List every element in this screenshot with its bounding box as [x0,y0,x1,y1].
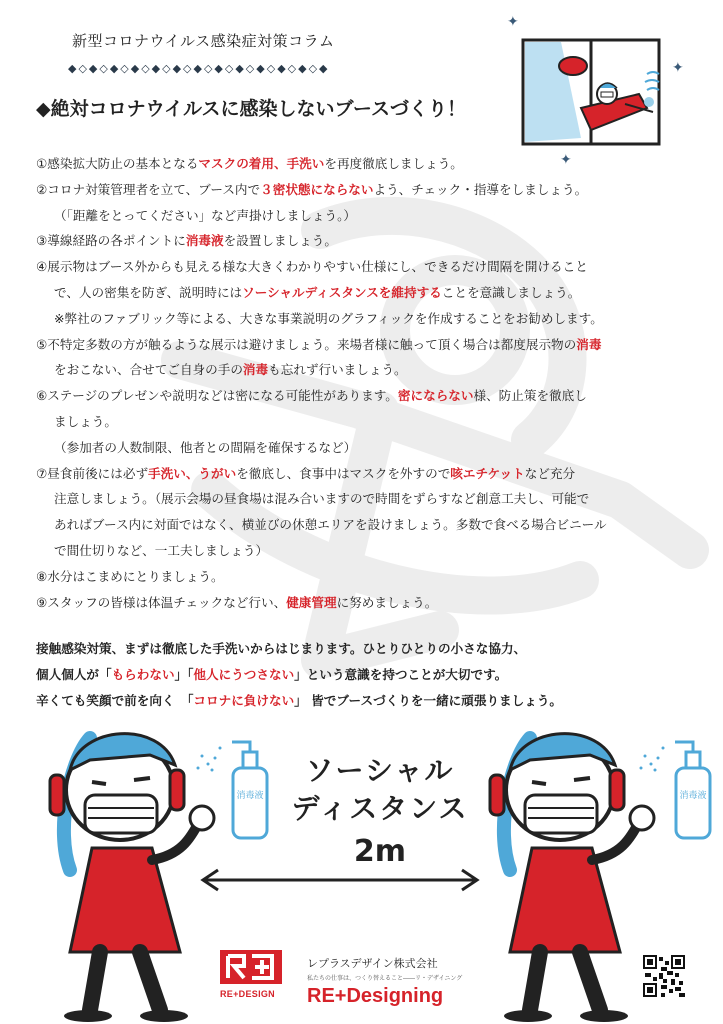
body-text: ①感染拡大防止の基本となる [36,156,199,171]
highlight-text: 消毒液 [185,233,224,249]
guideline-line [36,409,696,435]
social-distance-heading: ソーシャル ディスタンス [291,754,469,825]
highlight-text: 他人にうつさない [193,667,295,682]
body-text: ⑤不特定多数の方が触るような展示は避けましょう。来場者様に触って頂く場合は都度展示物の [36,336,577,352]
guideline-line [36,228,696,254]
highlight-text: 消毒 [576,336,602,352]
body-text: ③導線経路の各ポイントに [36,233,186,249]
body-text: 様、防止策を徹底し [473,388,587,404]
closing-line [36,662,562,688]
body-text: ②コロナ対策管理者を立て、ブース内で [36,181,261,197]
guideline-line [36,306,696,332]
body-text: をおこない、合せてご自身の手の [54,362,243,378]
diamond-divider: ◆◇◆◇◆◇◆◇◆◇◆◇◆◇◆◇◆◇◆◇◆◇◆◇◆ [68,62,330,75]
company-logo [220,950,290,999]
guideline-line [36,564,696,590]
highlight-text: もらわない [111,667,175,682]
body-text: 辛くても笑顔で前を向く 「 [36,693,194,708]
guideline-line [36,151,696,177]
body-text: ⑦昼食前後には必ず [36,465,149,481]
body-text: も忘れず行いましょう。 [268,362,407,378]
closing-line [36,688,562,714]
body-text: あればブース内に対面ではなく、横並びの休憩エリアを設けましょう。多数で食べる場合ビニール [54,517,607,533]
closing-message [36,636,562,714]
highlight-text: ソーシャルディスタンスを維持する [242,284,442,300]
guideline-line [36,203,696,229]
body-text: など充分 [524,465,576,481]
body-text: 接触感染対策、まずは徹底した手洗いからはじまります。ひとりひとりの小さな協力、 [36,641,527,656]
guideline-line [36,254,696,280]
guideline-line [36,357,696,383]
sparkle-icon: ✦ [560,152,572,168]
body-text: 個人個人が「 [36,667,112,682]
guideline-line [36,383,696,409]
guideline-line [36,590,696,616]
company-brand: RE+Designing [307,985,444,1007]
highlight-text: 咳エチケット [450,465,525,481]
body-text: ⑥ステージのプレゼンや説明などは密になる可能性があります。 [36,388,398,404]
body-text: を設置しましょう。 [223,233,337,249]
masked-person-left [50,734,214,1022]
body-text: （「距離をとってください」など声掛けしましょう。） [54,207,356,223]
guideline-line [36,177,696,203]
highlight-text: 密にならない [397,388,474,404]
highlight-text: 健康管理 [286,594,337,610]
guideline-line [36,538,696,564]
body-text: ④展示物はブース外からも見える様な大きくわかりやすい仕様にし、できるだけ間隔を開けること [36,259,588,275]
guideline-line [36,461,696,487]
body-text: 」「 [174,667,194,682]
re-design-logo-icon [220,950,282,984]
guideline-line [36,280,696,306]
column-title: 新型コロナウイルス感染症対策コラム [72,32,335,50]
masked-person-right [490,734,654,1022]
body-text: 」 皆でブースづくりを一緒に頑張りましょう。 [294,693,563,708]
logo-text: RE+DESIGN [220,989,275,999]
highlight-text: 手洗い、うがい [148,465,237,481]
closing-line [36,636,562,662]
company-tagline: 私たちの仕事は、つくり替えること――リ・デザイニング [307,975,463,982]
highlight-text: マスクの着用、手洗い [198,156,325,171]
page-title: ◆絶対コロナウイルスに感染しないブースづくり！ [36,98,466,120]
sparkle-icon: ✦ [507,14,519,30]
distance-arrow-icon [203,870,477,890]
body-text: ましょう。 [54,413,117,429]
company-name: レプラスデザイン株式会社 [307,957,438,970]
body-text: 注意しましょう。（展示会場の昼食場は混み合いますので時間をずらすなど創意工夫し、可能で [54,491,590,507]
guideline-line [36,332,696,358]
company-block [307,955,462,1008]
sparkle-icon: ✦ [672,60,684,76]
body-text: ⑨スタッフの皆様は体温チェックなど行い、 [36,594,287,610]
guideline-line [36,486,696,512]
guideline-line [36,512,696,538]
body-text: で間仕切りなど、一工夫しましょう） [54,542,269,558]
bottle-label: 消毒液 [236,791,264,801]
body-text: を徹底し、食事中はマスクを外すので [236,465,451,481]
body-text: よう、チェック・指導をしましょう。 [373,181,588,197]
guideline-list [36,151,696,615]
body-text: で、人の密集を防ぎ、説明時には [54,284,243,300]
highlight-text: 消毒 [242,362,269,378]
body-text: に努めましょう。 [336,594,438,610]
body-text: を再度徹底しましょう。 [324,156,463,171]
body-text: ことを意識しましょう。 [441,284,581,300]
body-text: ⑧水分はこまめにとりましょう。 [36,568,224,584]
qr-code-icon[interactable] [643,955,685,997]
highlight-text: コロナに負けない [193,693,295,708]
guideline-line [36,435,696,461]
pilot-airplane-illustration [521,38,661,146]
body-text: 」という意識を持つことが大切です。 [294,667,508,682]
body-text: ※弊社のファブリック等による、大きな事業説明のグラフィックを作成することをお勧めします。 [54,310,603,326]
body-text: （参加者の人数制限、他者との間隔を確保するなど） [54,439,357,455]
highlight-text: ３密状態にならない [260,181,374,197]
bottle-label: 消毒液 [679,791,707,801]
distance-value: 2m [353,834,407,869]
